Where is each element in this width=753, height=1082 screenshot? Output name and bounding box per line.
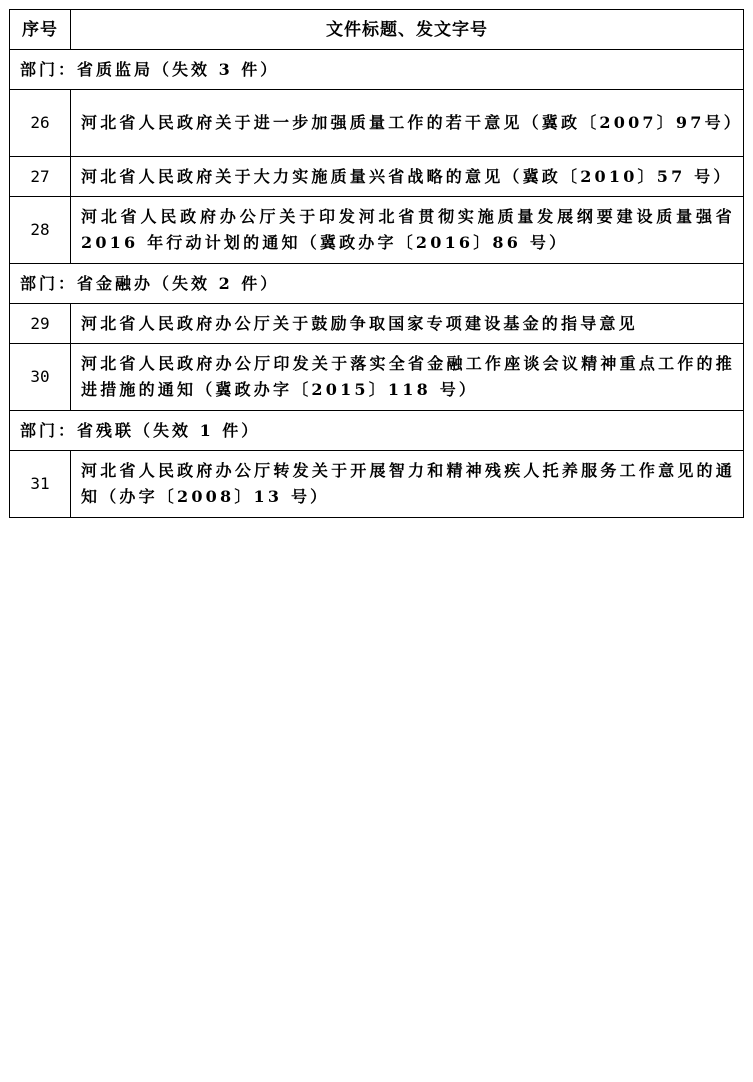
row-title: 河北省人民政府办公厅关于印发河北省贯彻实施质量发展纲要建设质量强省 2016 年行动计划的通知（冀政办字〔2016〕86 号）: [71, 197, 744, 264]
table-row: [10, 304, 744, 344]
header-document-title: 文件标题、发文字号: [71, 10, 744, 50]
row-title: 河北省人民政府关于大力实施质量兴省战略的意见（冀政〔2010〕57 号）: [71, 157, 744, 197]
section-row: [10, 264, 744, 304]
row-number: 29: [10, 304, 71, 344]
row-title: 河北省人民政府办公厅关于鼓励争取国家专项建设基金的指导意见: [71, 304, 744, 344]
table-row: [10, 157, 744, 197]
section-label-quality-bureau: 部门：省质监局（失效 3 件）: [10, 50, 744, 90]
row-number: 26: [10, 90, 71, 157]
row-title: 河北省人民政府办公厅转发关于开展智力和精神残疾人托养服务工作意见的通知（办字〔2008〕13 号）: [71, 451, 744, 518]
row-number: 28: [10, 197, 71, 264]
section-row: [10, 50, 744, 90]
table-header-row: [10, 10, 744, 50]
row-number: 31: [10, 451, 71, 518]
table-row: [10, 90, 744, 157]
row-title: 河北省人民政府关于进一步加强质量工作的若干意见（冀政〔2007〕97号）: [71, 90, 744, 157]
document-table: [9, 9, 744, 518]
row-number: 30: [10, 344, 71, 411]
section-row: [10, 411, 744, 451]
row-title: 河北省人民政府办公厅印发关于落实全省金融工作座谈会议精神重点工作的推进措施的通知（冀政办字〔2015〕118 号）: [71, 344, 744, 411]
row-number: 27: [10, 157, 71, 197]
table-row: [10, 344, 744, 411]
section-label-disabled-federation: 部门：省残联（失效 1 件）: [10, 411, 744, 451]
table-row: [10, 197, 744, 264]
header-serial-number: 序号: [10, 10, 71, 50]
table-row: [10, 451, 744, 518]
section-label-finance-office: 部门：省金融办（失效 2 件）: [10, 264, 744, 304]
